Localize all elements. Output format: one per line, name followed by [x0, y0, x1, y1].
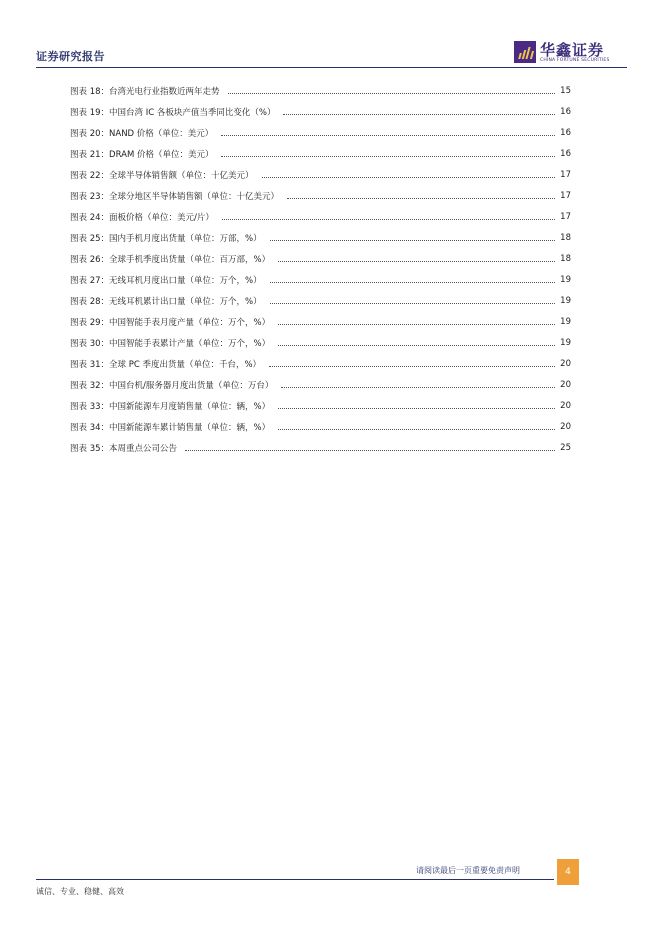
toc-dot-leader	[270, 239, 555, 241]
toc-entry-page: 19	[560, 316, 571, 327]
toc-entry-title: 图表 28：无线耳机累计出口量（单位：万个，%）	[70, 296, 262, 307]
toc-entry-page: 20	[560, 421, 571, 432]
toc-entry-title: 图表 34：中国新能源车累计销售量（单位：辆，%）	[70, 422, 271, 433]
table-of-figures	[70, 80, 571, 458]
toc-entry-page: 20	[560, 400, 571, 411]
toc-entry[interactable]	[70, 269, 571, 290]
toc-entry-page: 19	[560, 295, 571, 306]
toc-entry-page: 16	[560, 127, 571, 138]
toc-entry-title: 图表 25：国内手机月度出货量（单位：万部，%）	[70, 233, 262, 244]
logo-mark-icon	[514, 41, 536, 63]
toc-entry-page: 16	[560, 106, 571, 117]
disclaimer-note: 请阅读最后一页重要免责声明	[416, 866, 520, 875]
toc-entry-title: 图表 26：全球手机季度出货量（单位：百万部，%）	[70, 254, 271, 265]
toc-dot-leader	[221, 134, 555, 136]
toc-entry-page: 17	[560, 190, 571, 201]
toc-entry-title: 图表 21：DRAM 价格（单位：美元）	[70, 149, 214, 160]
toc-dot-leader	[278, 428, 555, 430]
logo-chinese-name: 华鑫证券	[540, 41, 605, 59]
toc-entry[interactable]	[70, 353, 571, 374]
toc-entry[interactable]	[70, 227, 571, 248]
toc-entry-page: 17	[560, 169, 571, 180]
toc-dot-leader	[281, 386, 555, 388]
toc-entry-title: 图表 29：中国智能手表月度产量（单位：万个，%）	[70, 317, 271, 328]
toc-dot-leader	[278, 260, 555, 262]
toc-entry[interactable]	[70, 185, 571, 206]
toc-entry[interactable]	[70, 122, 571, 143]
toc-entry-page: 17	[560, 211, 571, 222]
toc-entry-page: 20	[560, 379, 571, 390]
header-divider	[36, 67, 627, 68]
toc-dot-leader	[221, 155, 555, 157]
toc-entry[interactable]	[70, 143, 571, 164]
toc-dot-leader	[278, 344, 555, 346]
page-number: 4	[557, 859, 579, 885]
toc-entry-title: 图表 19：中国台湾 IC 各板块产值当季同比变化（%）	[70, 107, 276, 118]
toc-dot-leader	[270, 281, 555, 283]
toc-entry[interactable]	[70, 311, 571, 332]
toc-entry-page: 16	[560, 148, 571, 159]
toc-entry[interactable]	[70, 374, 571, 395]
toc-entry-title: 图表 33：中国新能源车月度销售量（单位：辆，%）	[70, 401, 271, 412]
toc-dot-leader	[269, 365, 555, 367]
toc-entry[interactable]	[70, 206, 571, 227]
toc-entry-title: 图表 27：无线耳机月度出口量（单位：万个，%）	[70, 275, 262, 286]
toc-entry-title: 图表 32：中国台机/服务器月度出货量（单位：万台）	[70, 380, 274, 391]
company-motto: 诚信、专业、稳健、高效	[36, 887, 124, 896]
toc-entry[interactable]	[70, 416, 571, 437]
toc-entry-title: 图表 30：中国智能手表累计产量（单位：万个，%）	[70, 338, 271, 349]
toc-dot-leader	[228, 92, 555, 94]
toc-entry-title: 图表 20：NAND 价格（单位：美元）	[70, 128, 214, 139]
toc-entry-title: 图表 31：全球 PC 季度出货量（单位：千台，%）	[70, 359, 262, 370]
toc-dot-leader	[283, 113, 555, 115]
toc-entry-page: 19	[560, 337, 571, 348]
toc-dot-leader	[185, 449, 555, 451]
toc-entry[interactable]	[70, 395, 571, 416]
toc-entry[interactable]	[70, 290, 571, 311]
toc-dot-leader	[278, 407, 555, 409]
toc-dot-leader	[278, 323, 555, 325]
toc-dot-leader	[262, 176, 555, 178]
toc-entry[interactable]	[70, 332, 571, 353]
toc-entry[interactable]	[70, 248, 571, 269]
toc-entry-page: 18	[560, 253, 571, 264]
toc-dot-leader	[222, 218, 555, 220]
toc-entry-page: 20	[560, 358, 571, 369]
toc-entry[interactable]	[70, 164, 571, 185]
toc-dot-leader	[287, 197, 555, 199]
toc-entry-page: 19	[560, 274, 571, 285]
report-type-label: 证券研究报告	[36, 50, 105, 63]
toc-entry[interactable]	[70, 101, 571, 122]
toc-entry-page: 15	[560, 85, 571, 96]
toc-entry-title: 图表 22：全球半导体销售额（单位：十亿美元）	[70, 170, 254, 181]
toc-entry-title: 图表 24：面板价格（单位：美元/片）	[70, 212, 214, 223]
toc-entry-page: 18	[560, 232, 571, 243]
toc-entry-title: 图表 23：全球分地区半导体销售额（单位：十亿美元）	[70, 191, 280, 202]
toc-entry-title: 图表 35：本周重点公司公告	[70, 443, 178, 454]
logo-english-name: CHINA FORTUNE SECURITIES	[540, 58, 610, 63]
toc-entry[interactable]	[70, 437, 571, 458]
toc-entry[interactable]	[70, 80, 571, 101]
footer-divider	[36, 879, 554, 880]
toc-entry-page: 25	[560, 442, 571, 453]
toc-dot-leader	[270, 302, 555, 304]
toc-entry-title: 图表 18：台湾光电行业指数近两年走势	[70, 86, 220, 97]
company-logo	[514, 41, 624, 65]
